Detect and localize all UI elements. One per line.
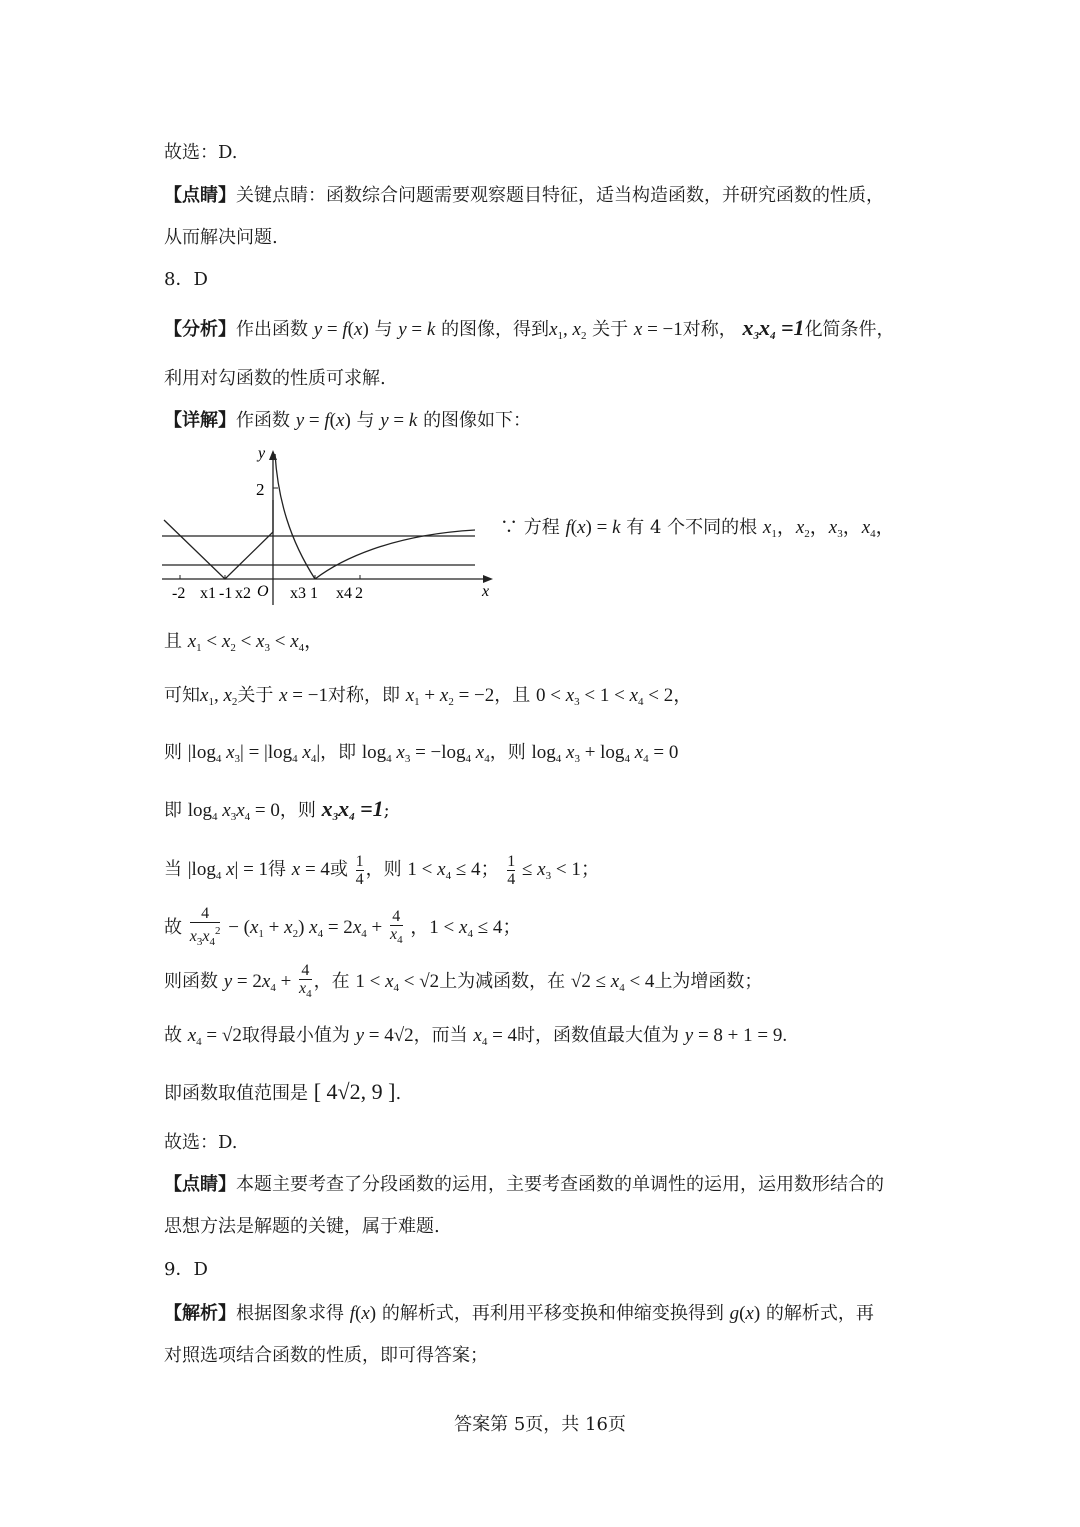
- expression-line: 故 $\frac{4}{x_3x_4^2}$ − $(x_1 + x_2) x_4 = 2x_4$ + $\frac{4}{x_4}$ ，$1 < x_4 \le 4$；: [164, 905, 521, 956]
- monotonicity-line: 则函数 $y = 2x_4$ + $\frac{4}{x_4}$ ，在 $1 < x_4 < √2$上为减函数，在 $√2 \le x_4 < 4$上为增函数；: [164, 960, 762, 1010]
- x-tick-neg2: -2: [172, 585, 186, 602]
- y-tick-label: 2: [256, 480, 265, 499]
- question-8-header: 8．D: [164, 269, 208, 290]
- function-graph: [160, 440, 500, 610]
- tip-1-line-b: 从而解决问题.: [164, 227, 278, 248]
- tip-2-line-b: 思想方法是解题的关键，属于难题.: [164, 1216, 440, 1237]
- bounds-line: 当 $|\log_4$ x| = 1得 x = 4或 $\frac{1}{4}$ ，则 $1 < x_4 \le 4$； $\frac{1}{4}$ ≤ $x_3 < 1$；: [164, 852, 600, 888]
- symmetry-line: 可知$x_1$, $x_2$关于 x = −1对称，即 $x_1 + x_2 = -2$，且 $0 < x_3 < 1 < x_4 < 2$，: [164, 685, 693, 708]
- x-tick-x2: x2: [235, 585, 251, 602]
- detail-line: 【详解】作函数 y = f(x) 与 y = k 的图像如下：: [164, 410, 532, 431]
- extremum-line: 故 $x_4 = √2$取得最小值为 y = 4√2，而当 $x_4 = 4$时，函数值最大值为 y = 8 + 1 = 9.: [164, 1025, 788, 1048]
- curve-left: [164, 500, 273, 579]
- x-tick-x1: x1: [200, 585, 216, 602]
- q9-analysis-line-b: 对照选项结合函数的性质，即可得答案；: [164, 1345, 488, 1366]
- log-equal-line: 则 $|\log_4$ $x_3| = |\log_4$ $x_4|$，即 $\log_4 x_3 = -\log_4$ $x_4$，则 $\log_4 x_3 + \log_4 x_4 = 0$: [164, 742, 679, 765]
- analysis-line-b: 利用对勾函数的性质可求解.: [164, 368, 386, 389]
- ordering-line: 且 $x_1 < x_2 < x_3 < x_4$，: [164, 631, 324, 654]
- tip-2-line-a: 【点睛】本题主要考查了分段函数的运用，主要考查函数的单调性的运用，运用数形结合的: [164, 1174, 884, 1195]
- x-tick-2: 2: [355, 585, 363, 602]
- x-axis-arrow: [483, 575, 493, 583]
- x-tick-x3: x3: [290, 585, 306, 602]
- x-tick-1: 1: [310, 585, 318, 602]
- y-axis-label: y: [258, 445, 266, 462]
- roots-statement: ∵ 方程 f(x) = k 有 4 个不同的根 $x_1$，$x_2$，$x_3$，$x_4$，: [500, 517, 895, 540]
- conclusion-line-2: 故选：D.: [164, 1132, 238, 1153]
- q9-analysis-line-a: 【解析】根据图象求得 f(x) 的解析式，再利用平移变换和伸缩变换得到 g(x) 的解析式，再: [164, 1303, 874, 1324]
- analysis-line-a: 【分析】作出函数 y = f(x) 与 y = k 的图像，得到$x_1$, $x_2$ 关于 x = −1对称， $x_3x_4 =1$化简条件，: [164, 315, 895, 342]
- curve-log-asc: [315, 530, 475, 579]
- range-line: 即函数取值范围是 [ 4√2, 9 ].: [164, 1079, 402, 1104]
- x-axis-label: x: [482, 583, 490, 600]
- page-footer: 答案第 5页，共 16页: [454, 1414, 626, 1435]
- x-tick-neg1: -1: [219, 585, 233, 602]
- curve-log-desc: [275, 454, 315, 579]
- tip-1-line-a: 【点睛】关键点睛：函数综合问题需要观察题目特征，适当构造函数，并研究函数的性质，: [164, 185, 884, 206]
- x-tick-origin: O: [257, 583, 269, 600]
- product-line: 即 $\log_4 x_3x_4 = 0$，则 $x_3x_4 =1$;: [164, 796, 390, 823]
- conclusion-line-1: 故选：D.: [164, 142, 238, 163]
- question-9-header: 9．D: [164, 1259, 208, 1280]
- x-tick-x4: x4: [336, 585, 352, 602]
